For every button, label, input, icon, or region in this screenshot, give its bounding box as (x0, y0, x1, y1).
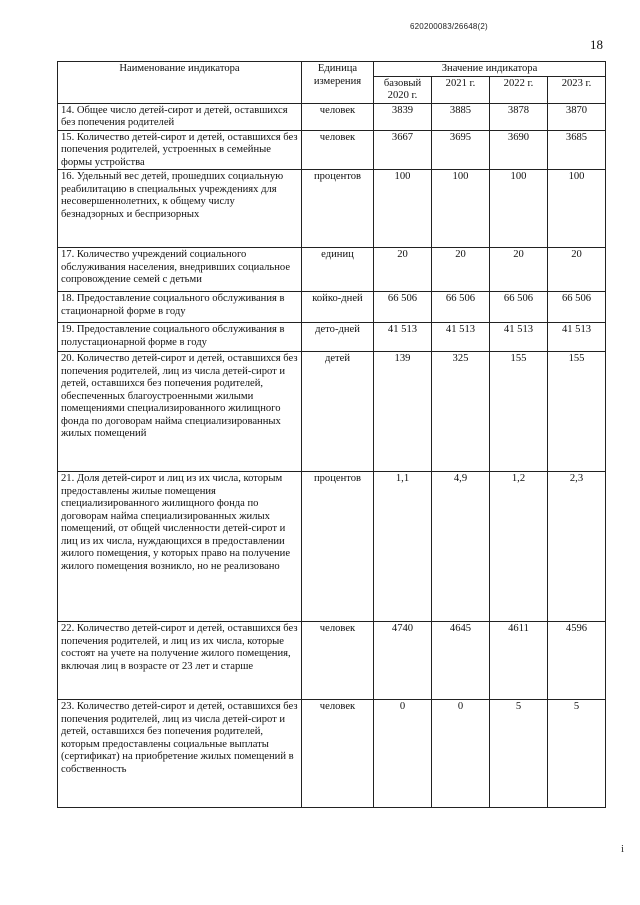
row-value-2023: 100 (548, 170, 606, 248)
header-year-2023: 2023 г. (548, 76, 606, 103)
row-value-2021: 100 (432, 170, 490, 248)
row-name: 16. Удельный вес детей, прошедших социальную реабилитацию в специальных учреждениях для несовершеннолетних, к общему числу безнадзорных и беспризорных (58, 170, 302, 248)
row-value-2022: 5 (490, 700, 548, 808)
row-value-2022: 3878 (490, 103, 548, 130)
row-unit: процентов (302, 472, 374, 622)
header-unit (302, 62, 374, 104)
row-value-2021: 0 (432, 700, 490, 808)
row-unit: койко-дней (302, 292, 374, 323)
table-row (58, 700, 606, 808)
row-value-2020: 1,1 (374, 472, 432, 622)
row-value-2020: 4740 (374, 622, 432, 700)
row-value-2022: 41 513 (490, 323, 548, 352)
indicator-table (57, 61, 606, 808)
row-unit: дето-дней (302, 323, 374, 352)
row-name: 15. Количество детей-сирот и детей, оставшихся без попечения родителей, устроенных в семейные формы устройства (58, 130, 302, 170)
row-unit: процентов (302, 170, 374, 248)
row-name: 23. Количество детей-сирот и детей, оставшихся без попечения родителей, лиц из числа детей-сирот и детей, оставшихся без попечения родителей, которым предоставлены социальные выплаты (сертификат) на приобретение жилых помещений в собственность (58, 700, 302, 808)
header-year-2020 (374, 76, 432, 103)
table-row (58, 472, 606, 622)
row-value-2021: 20 (432, 248, 490, 292)
row-value-2022: 4611 (490, 622, 548, 700)
row-value-2021: 325 (432, 352, 490, 472)
row-name: 18. Предоставление социального обслуживания в стационарной форме в году (58, 292, 302, 323)
row-value-2023: 4596 (548, 622, 606, 700)
row-name: 22. Количество детей-сирот и детей, оставшихся без попечения родителей, и лиц из их числа, которые состоят на учете на получение жилого помещения, включая лиц в возрасте от 23 лет и старше (58, 622, 302, 700)
table-row (58, 103, 606, 130)
row-value-2021: 4645 (432, 622, 490, 700)
row-value-2023: 20 (548, 248, 606, 292)
table-row (58, 292, 606, 323)
row-value-2020: 66 506 (374, 292, 432, 323)
row-name: 21. Доля детей-сирот и лиц из их числа, которым предоставлены жилые помещения специализированного жилищного фонда по договорам найма специализированных жилых помещений, от общей численности детей-сирот и лиц из их числа, нуждающихся в предоставлении жилого помещения, у которых право на получение жилого помещения возникло, но не реализовано (58, 472, 302, 622)
row-value-2020: 100 (374, 170, 432, 248)
row-value-2021: 3885 (432, 103, 490, 130)
edge-mark: i (621, 843, 625, 855)
header-indicator-value: Значение индикатора (374, 62, 606, 77)
row-value-2023: 2,3 (548, 472, 606, 622)
row-value-2023: 5 (548, 700, 606, 808)
row-name: 17. Количество учреждений социального обслуживания населения, внедривших социальное сопровождение семей с детьми (58, 248, 302, 292)
row-value-2021: 4,9 (432, 472, 490, 622)
row-unit: человек (302, 130, 374, 170)
row-value-2023: 66 506 (548, 292, 606, 323)
row-unit: детей (302, 352, 374, 472)
row-value-2020: 20 (374, 248, 432, 292)
row-name: 20. Количество детей-сирот и детей, оставшихся без попечения родителей, лиц из числа детей-сирот и детей, оставшихся без попечения родителей, обеспеченных благоустроенными жилыми помещениями специализированного жилищного фонда по договорам найма специализированных жилых помещений (58, 352, 302, 472)
row-unit: человек (302, 103, 374, 130)
row-name: 19. Предоставление социального обслуживания в полустационарной форме в году (58, 323, 302, 352)
header-year-2020-line1: базовый (383, 77, 422, 89)
row-value-2020: 3667 (374, 130, 432, 170)
row-unit: человек (302, 700, 374, 808)
row-value-2022: 155 (490, 352, 548, 472)
row-value-2023: 41 513 (548, 323, 606, 352)
row-value-2021: 41 513 (432, 323, 490, 352)
row-value-2022: 100 (490, 170, 548, 248)
row-value-2020: 41 513 (374, 323, 432, 352)
header-year-2021: 2021 г. (432, 76, 490, 103)
header-year-2020-line2: 2020 г. (387, 90, 418, 101)
table-row (58, 622, 606, 700)
document-code: 620200083/26648(2) (410, 22, 488, 31)
row-unit: единиц (302, 248, 374, 292)
row-name: 14. Общее число детей-сирот и детей, оставшихся без попечения родителей (58, 103, 302, 130)
row-value-2022: 1,2 (490, 472, 548, 622)
row-value-2020: 0 (374, 700, 432, 808)
table-row (58, 130, 606, 170)
row-value-2022: 20 (490, 248, 548, 292)
table-body (58, 103, 606, 808)
header-unit-line1: Единица (317, 63, 358, 74)
header-unit-line2: измерения (313, 75, 362, 87)
table-row (58, 170, 606, 248)
row-value-2022: 66 506 (490, 292, 548, 323)
table-row (58, 323, 606, 352)
row-value-2021: 3695 (432, 130, 490, 170)
table-row (58, 352, 606, 472)
row-value-2021: 66 506 (432, 292, 490, 323)
row-value-2020: 3839 (374, 103, 432, 130)
row-value-2020: 139 (374, 352, 432, 472)
row-value-2023: 3685 (548, 130, 606, 170)
row-value-2023: 155 (548, 352, 606, 472)
header-year-2022: 2022 г. (490, 76, 548, 103)
table-row (58, 248, 606, 292)
row-value-2022: 3690 (490, 130, 548, 170)
page-number: 18 (590, 37, 603, 52)
header-indicator-name: Наименование индикатора (58, 62, 302, 104)
row-unit: человек (302, 622, 374, 700)
row-value-2023: 3870 (548, 103, 606, 130)
table-header-row (58, 62, 606, 77)
